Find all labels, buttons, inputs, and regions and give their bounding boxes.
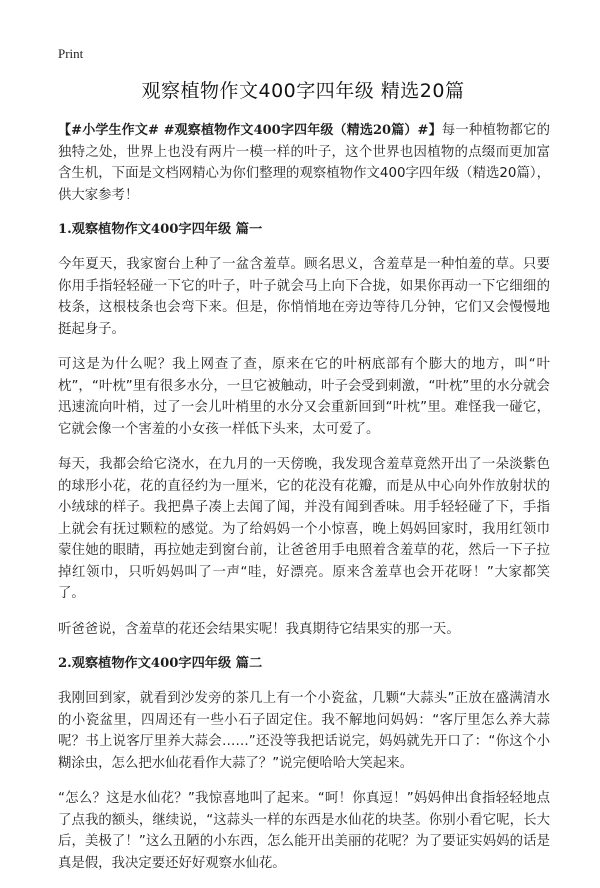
section-2-paragraph-1: 我刚回到家，就看到沙发旁的茶几上有一个小瓷盆，几颗“大蒜头”正放在盛满清水的小瓷盆里，四周还有一些小石子固定住。我不解地问妈妈：“客厅里怎么养大蒜呢？书上说客厅里养大蒜会……”还没等我把话说完，妈妈就先开口了：“你这个小糊涂虫，怎么把水仙花看作大蒜了？”说完便哈哈大笑起来。: [58, 691, 550, 771]
article-body: [58, 120, 550, 888]
intro-tag: 【#小学生作文# #观察植物作文400字四年级（精选20篇）#】: [58, 123, 442, 138]
section-heading-1: 1.观察植物作文400字四年级 篇一: [58, 222, 263, 237]
intro-paragraph: [58, 120, 550, 206]
section-1-paragraph-1: 今年夏天，我家窗台上种了一盆含羞草。顾名思义，含羞草是一种怕羞的草。只要你用手指轻轻碰一下它的叶子，叶子就会马上向下合拢，如果你再动一下它细细的枝条，这根枝条也会弯下来。但是，你悄悄地在旁边等待几分钟，它们又会慢慢地挺起身子。: [58, 257, 550, 337]
section-1-paragraph-2: 可这是为什么呢？我上网查了查，原来在它的叶柄底部有个膨大的地方，叫“叶枕”，“叶枕”里有很多水分，一旦它被触动，叶子会受到刺激，“叶枕”里的水分就会迅速流向叶梢，过了一会儿叶梢里的水分又会重新回到“叶枕”里。难怪我一碰它，它就会像一个害羞的小女孩一样低下头来，太可爱了。: [58, 357, 550, 437]
section-heading-2: 2.观察植物作文400字四年级 篇二: [58, 656, 263, 671]
section-2-paragraph-2: “怎么？这是水仙花？”我惊喜地叫了起来。“呵！你真逗！”妈妈伸出食指轻轻地点了点我的额头，继续说，“这蒜头一样的东西是水仙花的块茎。你别小看它呢，长大后，美极了！”这么丑陋的小东西，怎么能开出美丽的花呢？为了要证实妈妈的话是真是假，我决定要还好好观察水仙花。: [58, 791, 550, 871]
section-1-paragraph-4: 听爸爸说，含羞草的花还会结果实呢！我真期待它结果实的那一天。: [58, 621, 460, 637]
print-label[interactable]: Print: [58, 46, 84, 61]
page-title: 观察植物作文400字四年级 精选20篇: [141, 80, 465, 102]
section-1-paragraph-3: 每天，我都会给它浇水，在九月的一天傍晚，我发现含羞草竟然开出了一朵淡紫色的球形小花，花的直径约为一厘米，它的花没有花瓣，而是从中心向外作放射状的小绒球的样子。我把鼻子凑上去闻了闻，并没有闻到香味。用手轻轻碰了下，手指上就会有抚过颗粒的感觉。为了给妈妈一个小惊喜，晚上妈妈回家时，我用红领巾蒙住她的眼睛，再拉她走到窗台前，让爸爸用手电照着含羞草的花，然后一下子拉掉红领巾，只听妈妈叫了一声“哇，好漂亮。原来含羞草也会开花呀！”大家都笑了。: [58, 457, 550, 601]
intro-text: 每一种植物都它的独特之处，世界上也没有两片一模一样的叶子，这个世界也因植物的点缀而更加富含生机，下面是文档网精心为你们整理的观察植物作文400字四年级（精选20篇），供大家参考！: [58, 123, 550, 203]
